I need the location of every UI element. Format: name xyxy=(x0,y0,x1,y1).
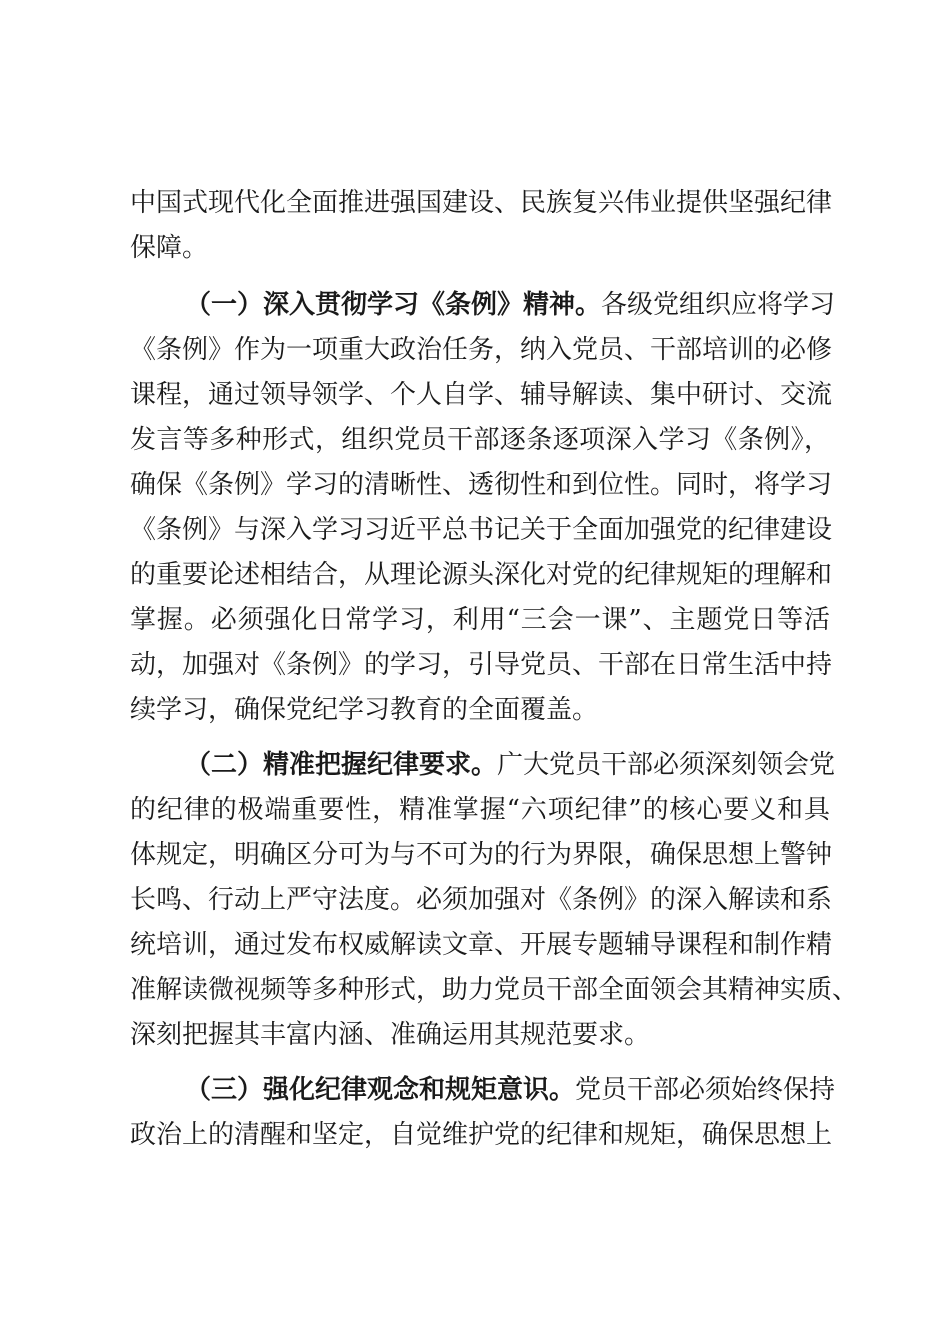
paragraph-line: 深刻把握其丰富内涵、准确运用其规范要求。 xyxy=(130,1020,651,1050)
section-heading: （一）深入贯彻学习《条例》精神。 xyxy=(185,290,602,320)
paragraph-line: 政治上的清醒和坚定，自觉维护党的纪律和规矩，确保思想上 xyxy=(130,1120,833,1150)
section-2-first-line xyxy=(185,745,836,785)
section-heading: （三）强化纪律观念和规矩意识。 xyxy=(185,1075,576,1105)
section-text: 党员干部必须始终保持 xyxy=(575,1075,836,1105)
paragraph-line: 发言等多种形式，组织党员干部逐条逐项深入学习《条例》， xyxy=(130,425,830,455)
paragraph-line: 的重要论述相结合，从理论源头深化对党的纪律规矩的理解和 xyxy=(130,560,833,590)
section-3-first-line xyxy=(185,1070,836,1110)
paragraph-line: 动，加强对《条例》的学习，引导党员、干部在日常生活中持 xyxy=(130,650,833,680)
section-text: 各级党组织应将学习 xyxy=(601,290,836,320)
paragraph-line: 续学习，确保党纪学习教育的全面覆盖。 xyxy=(130,695,599,725)
paragraph-line: 长鸣、行动上严守法度。必须加强对《条例》的深入解读和系 xyxy=(130,885,833,915)
section-text: 广大党员干部必须深刻领会党 xyxy=(497,750,836,780)
paragraph-line: 统培训，通过发布权威解读文章、开展专题辅导课程和制作精 xyxy=(130,930,833,960)
paragraph-line: 保障。 xyxy=(130,233,209,263)
paragraph-line: 掌握。必须强化日常学习，利用“三会一课”、主题党日等活 xyxy=(130,605,830,635)
paragraph-line: 中国式现代化全面推进强国建设、民族复兴伟业提供坚强纪律 xyxy=(130,188,833,218)
section-heading: （二）精准把握纪律要求。 xyxy=(185,750,498,780)
paragraph-line: 《条例》与深入学习习近平总书记关于全面加强党的纪律建设 xyxy=(130,515,833,545)
paragraph-line: 的纪律的极端重要性，精准掌握“六项纪律”的核心要义和具 xyxy=(130,795,830,825)
paragraph-line: 准解读微视频等多种形式，助力党员干部全面领会其精神实质、 xyxy=(130,975,859,1005)
paragraph-line: 体规定，明确区分可为与不可为的行为界限，确保思想上警钟 xyxy=(130,840,833,870)
paragraph-line: 《条例》作为一项重大政治任务，纳入党员、干部培训的必修 xyxy=(130,335,833,365)
section-1-first-line xyxy=(185,285,836,325)
paragraph-line: 确保《条例》学习的清晰性、透彻性和到位性。同时，将学习 xyxy=(130,470,833,500)
paragraph-line: 课程，通过领导领学、个人自学、辅导解读、集中研讨、交流 xyxy=(130,380,833,410)
